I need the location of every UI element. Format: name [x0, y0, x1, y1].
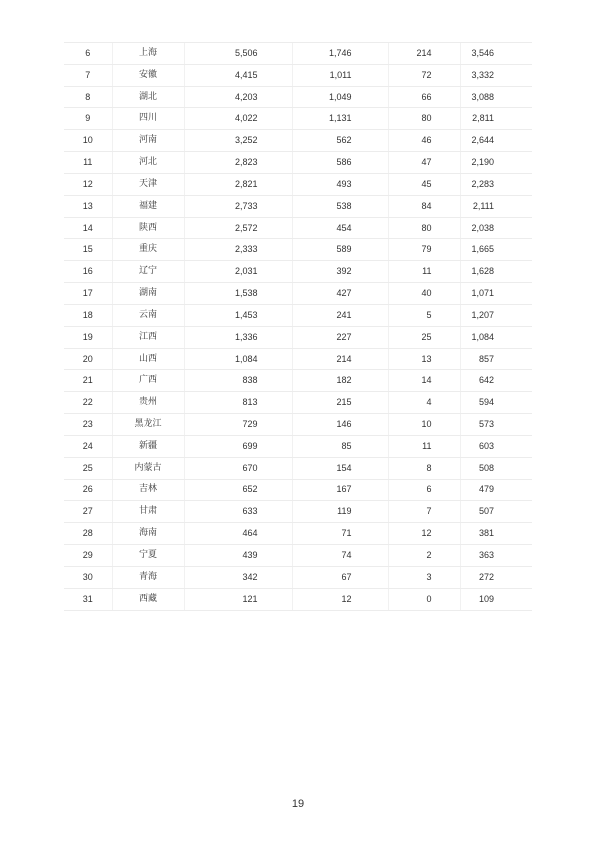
value-cell-4: 2,190 — [460, 152, 532, 174]
rank-cell: 13 — [64, 195, 112, 217]
value-cell-1: 4,203 — [184, 86, 292, 108]
value-cell-4: 2,038 — [460, 217, 532, 239]
value-cell-2: 427 — [292, 283, 388, 305]
region-cell: 天津 — [112, 173, 184, 195]
table-row — [64, 501, 532, 523]
table-row — [64, 64, 532, 86]
value-cell-1: 2,821 — [184, 173, 292, 195]
value-cell-2: 589 — [292, 239, 388, 261]
value-cell-4: 642 — [460, 370, 532, 392]
rank-cell: 16 — [64, 261, 112, 283]
value-cell-2: 1,049 — [292, 86, 388, 108]
region-cell: 云南 — [112, 304, 184, 326]
value-cell-1: 2,572 — [184, 217, 292, 239]
table-row — [64, 545, 532, 567]
rank-cell: 29 — [64, 545, 112, 567]
value-cell-4: 2,111 — [460, 195, 532, 217]
value-cell-1: 439 — [184, 545, 292, 567]
value-cell-1: 699 — [184, 435, 292, 457]
region-cell: 福建 — [112, 195, 184, 217]
table-row — [64, 217, 532, 239]
rank-cell: 14 — [64, 217, 112, 239]
value-cell-3: 10 — [388, 414, 460, 436]
value-cell-3: 12 — [388, 523, 460, 545]
value-cell-1: 121 — [184, 588, 292, 610]
value-cell-3: 72 — [388, 64, 460, 86]
region-cell: 广西 — [112, 370, 184, 392]
rank-cell: 18 — [64, 304, 112, 326]
value-cell-2: 1,011 — [292, 64, 388, 86]
value-cell-1: 2,031 — [184, 261, 292, 283]
value-cell-1: 342 — [184, 566, 292, 588]
value-cell-4: 1,084 — [460, 326, 532, 348]
value-cell-3: 7 — [388, 501, 460, 523]
value-cell-2: 146 — [292, 414, 388, 436]
region-cell: 新疆 — [112, 435, 184, 457]
value-cell-4: 381 — [460, 523, 532, 545]
region-cell: 江西 — [112, 326, 184, 348]
value-cell-2: 392 — [292, 261, 388, 283]
value-cell-3: 5 — [388, 304, 460, 326]
table-row — [64, 392, 532, 414]
region-cell: 青海 — [112, 566, 184, 588]
value-cell-3: 80 — [388, 217, 460, 239]
value-cell-3: 47 — [388, 152, 460, 174]
value-cell-4: 507 — [460, 501, 532, 523]
table-row — [64, 435, 532, 457]
rank-cell: 12 — [64, 173, 112, 195]
value-cell-4: 594 — [460, 392, 532, 414]
rank-cell: 21 — [64, 370, 112, 392]
region-cell: 海南 — [112, 523, 184, 545]
rank-cell: 17 — [64, 283, 112, 305]
value-cell-3: 14 — [388, 370, 460, 392]
value-cell-4: 272 — [460, 566, 532, 588]
region-cell: 山西 — [112, 348, 184, 370]
value-cell-3: 40 — [388, 283, 460, 305]
value-cell-1: 1,336 — [184, 326, 292, 348]
value-cell-1: 4,022 — [184, 108, 292, 130]
value-cell-3: 6 — [388, 479, 460, 501]
value-cell-1: 464 — [184, 523, 292, 545]
table-row — [64, 173, 532, 195]
region-cell: 贵州 — [112, 392, 184, 414]
value-cell-2: 538 — [292, 195, 388, 217]
value-cell-4: 1,207 — [460, 304, 532, 326]
rank-cell: 15 — [64, 239, 112, 261]
rank-cell: 10 — [64, 130, 112, 152]
value-cell-2: 85 — [292, 435, 388, 457]
value-cell-2: 1,131 — [292, 108, 388, 130]
rank-cell: 7 — [64, 64, 112, 86]
value-cell-1: 813 — [184, 392, 292, 414]
table-row — [64, 108, 532, 130]
value-cell-1: 2,733 — [184, 195, 292, 217]
value-cell-3: 0 — [388, 588, 460, 610]
value-cell-2: 241 — [292, 304, 388, 326]
page-number: 19 — [291, 798, 305, 810]
value-cell-2: 562 — [292, 130, 388, 152]
region-cell: 西藏 — [112, 588, 184, 610]
table-row — [64, 348, 532, 370]
value-cell-2: 74 — [292, 545, 388, 567]
value-cell-4: 3,546 — [460, 43, 532, 65]
value-cell-2: 154 — [292, 457, 388, 479]
value-cell-3: 11 — [388, 435, 460, 457]
table-row — [64, 304, 532, 326]
value-cell-3: 11 — [388, 261, 460, 283]
value-cell-1: 2,823 — [184, 152, 292, 174]
value-cell-4: 1,665 — [460, 239, 532, 261]
value-cell-3: 13 — [388, 348, 460, 370]
value-cell-1: 5,506 — [184, 43, 292, 65]
value-cell-1: 729 — [184, 414, 292, 436]
region-cell: 湖南 — [112, 283, 184, 305]
value-cell-4: 479 — [460, 479, 532, 501]
value-cell-1: 2,333 — [184, 239, 292, 261]
value-cell-4: 363 — [460, 545, 532, 567]
rank-cell: 19 — [64, 326, 112, 348]
region-cell: 重庆 — [112, 239, 184, 261]
region-cell: 宁夏 — [112, 545, 184, 567]
value-cell-4: 1,071 — [460, 283, 532, 305]
region-cell: 湖北 — [112, 86, 184, 108]
value-cell-4: 109 — [460, 588, 532, 610]
table-row — [64, 283, 532, 305]
table-row — [64, 326, 532, 348]
value-cell-3: 2 — [388, 545, 460, 567]
value-cell-3: 84 — [388, 195, 460, 217]
table-row — [64, 261, 532, 283]
rank-cell: 25 — [64, 457, 112, 479]
rank-cell: 28 — [64, 523, 112, 545]
table-row — [64, 86, 532, 108]
rank-cell: 30 — [64, 566, 112, 588]
value-cell-1: 3,252 — [184, 130, 292, 152]
value-cell-4: 1,628 — [460, 261, 532, 283]
table-row — [64, 239, 532, 261]
value-cell-2: 71 — [292, 523, 388, 545]
value-cell-3: 79 — [388, 239, 460, 261]
value-cell-3: 45 — [388, 173, 460, 195]
region-cell: 河北 — [112, 152, 184, 174]
value-cell-2: 214 — [292, 348, 388, 370]
table-row — [64, 152, 532, 174]
table-row — [64, 588, 532, 610]
rank-cell: 24 — [64, 435, 112, 457]
rank-cell: 9 — [64, 108, 112, 130]
table-row — [64, 457, 532, 479]
value-cell-2: 182 — [292, 370, 388, 392]
value-cell-4: 573 — [460, 414, 532, 436]
value-cell-1: 670 — [184, 457, 292, 479]
value-cell-4: 508 — [460, 457, 532, 479]
region-cell: 上海 — [112, 43, 184, 65]
value-cell-1: 633 — [184, 501, 292, 523]
rank-cell: 26 — [64, 479, 112, 501]
table-row — [64, 370, 532, 392]
value-cell-2: 454 — [292, 217, 388, 239]
value-cell-3: 4 — [388, 392, 460, 414]
value-cell-4: 2,644 — [460, 130, 532, 152]
value-cell-1: 838 — [184, 370, 292, 392]
value-cell-3: 46 — [388, 130, 460, 152]
table-row — [64, 566, 532, 588]
value-cell-2: 167 — [292, 479, 388, 501]
value-cell-1: 1,084 — [184, 348, 292, 370]
value-cell-2: 227 — [292, 326, 388, 348]
region-cell: 甘肃 — [112, 501, 184, 523]
value-cell-1: 1,538 — [184, 283, 292, 305]
value-cell-2: 586 — [292, 152, 388, 174]
value-cell-2: 119 — [292, 501, 388, 523]
value-cell-4: 2,811 — [460, 108, 532, 130]
rank-cell: 31 — [64, 588, 112, 610]
region-cell: 陕西 — [112, 217, 184, 239]
rank-cell: 11 — [64, 152, 112, 174]
rank-cell: 6 — [64, 43, 112, 65]
value-cell-3: 25 — [388, 326, 460, 348]
value-cell-2: 215 — [292, 392, 388, 414]
value-cell-2: 67 — [292, 566, 388, 588]
value-cell-4: 603 — [460, 435, 532, 457]
value-cell-4: 2,283 — [460, 173, 532, 195]
table-row — [64, 523, 532, 545]
region-cell: 辽宁 — [112, 261, 184, 283]
region-cell: 安徽 — [112, 64, 184, 86]
data-table — [64, 42, 532, 611]
region-cell: 河南 — [112, 130, 184, 152]
region-cell: 吉林 — [112, 479, 184, 501]
value-cell-2: 493 — [292, 173, 388, 195]
table-row — [64, 195, 532, 217]
table-row — [64, 43, 532, 65]
value-cell-1: 4,415 — [184, 64, 292, 86]
table-body — [64, 43, 532, 611]
value-cell-3: 80 — [388, 108, 460, 130]
rank-cell: 23 — [64, 414, 112, 436]
rank-cell: 8 — [64, 86, 112, 108]
value-cell-3: 3 — [388, 566, 460, 588]
value-cell-4: 3,332 — [460, 64, 532, 86]
table-row — [64, 130, 532, 152]
value-cell-3: 214 — [388, 43, 460, 65]
value-cell-3: 8 — [388, 457, 460, 479]
rank-cell: 27 — [64, 501, 112, 523]
table-row — [64, 479, 532, 501]
rank-cell: 20 — [64, 348, 112, 370]
rank-cell: 22 — [64, 392, 112, 414]
value-cell-4: 3,088 — [460, 86, 532, 108]
region-cell: 内蒙古 — [112, 457, 184, 479]
table-row — [64, 414, 532, 436]
value-cell-4: 857 — [460, 348, 532, 370]
value-cell-2: 1,746 — [292, 43, 388, 65]
region-cell: 黑龙江 — [112, 414, 184, 436]
region-cell: 四川 — [112, 108, 184, 130]
value-cell-3: 66 — [388, 86, 460, 108]
value-cell-1: 1,453 — [184, 304, 292, 326]
value-cell-1: 652 — [184, 479, 292, 501]
value-cell-2: 12 — [292, 588, 388, 610]
